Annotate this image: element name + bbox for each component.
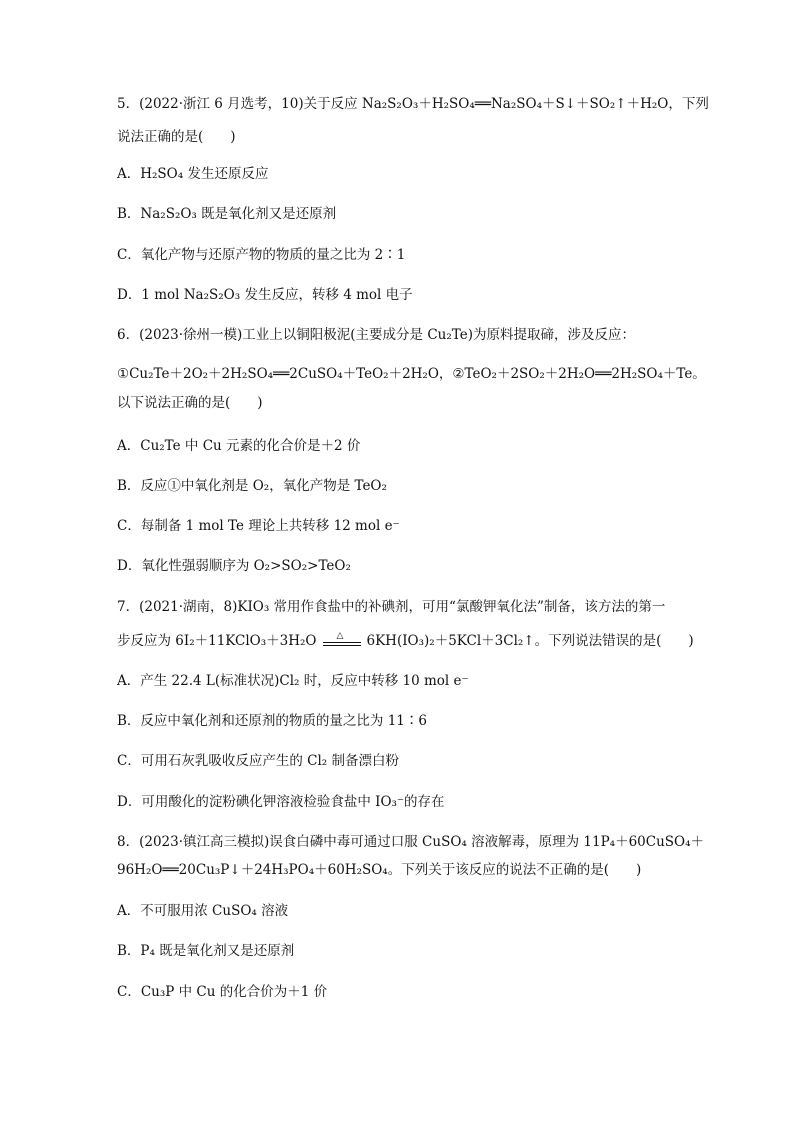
q6-stem-line1: 6．(2023·徐州一模)工业上以铜阳极泥(主要成分是 Cu₂Te)为原料提取碲，涉及反应： [117, 327, 635, 343]
q5-option-c: C．氧化产物与还原产物的物质的量之比为 2∶1 [117, 247, 406, 263]
q6-stem-line2: ①Cu₂Te＋2O₂＋2H₂SO₄══2CuSO₄＋TeO₂＋2H₂O，②TeO₂＋2SO₂＋2H₂O══2H₂SO₄＋Te。 [117, 366, 706, 382]
q7-equation-left: 步反应为 6I₂＋11KClO₃＋3H₂O [117, 633, 317, 649]
heating-condition-sign [323, 630, 361, 649]
q8-stem-line2: 96H₂O══20Cu₃P↓＋24H₃PO₄＋60H₂SO₄。下列关于该反应的说法不正确的是( ) [117, 862, 642, 878]
q7-stem-line1: 7．(2021·湖南，8)KIO₃ 常用作食盐中的补碘剂，可用“氯酸钾氧化法”制备，该方法的第一 [117, 599, 666, 615]
q6-option-a: A．Cu₂Te 中 Cu 元素的化合价是＋2 价 [117, 438, 361, 454]
q8-option-a: A．不可服用浓 CuSO₄ 溶液 [117, 903, 289, 919]
delta-icon: △ [336, 630, 344, 641]
q5-option-d: D．1 mol Na₂S₂O₃ 发生反应，转移 4 mol 电子 [117, 287, 413, 303]
q6-stem-line3: 以下说法正确的是( ) [117, 395, 263, 411]
q5-option-a: A．H₂SO₄ 发生还原反应 [117, 166, 269, 182]
q8-option-c: C．Cu₃P 中 Cu 的化合价为＋1 价 [117, 984, 328, 1000]
q7-equation-right: 6KH(IO₃)₂＋5KCl＋3Cl₂↑。下列说法错误的是( ) [366, 633, 694, 649]
q8-stem-line1: 8．(2023·镇江高三模拟)误食白磷中毒可通过口服 CuSO₄ 溶液解毒，原理为 11P₄＋60CuSO₄＋ [117, 834, 704, 850]
q8-option-b: B．P₄ 既是氧化剂又是还原剂 [117, 943, 295, 959]
q7-option-a: A．产生 22.4 L(标准状况)Cl₂ 时，反应中转移 10 mol e⁻ [117, 673, 469, 689]
q6-option-d: D．氧化性强弱顺序为 O₂>SO₂>TeO₂ [117, 558, 351, 574]
q5-option-b: B．Na₂S₂O₃ 既是氧化剂又是还原剂 [117, 206, 337, 222]
q7-option-d: D．可用酸化的淀粉碘化钾溶液检验食盐中 IO₃⁻的存在 [117, 794, 445, 810]
q7-stem-line2 [117, 631, 694, 651]
q6-option-c: C．每制备 1 mol Te 理论上共转移 12 mol e⁻ [117, 518, 400, 534]
q6-option-b: B．反应①中氧化剂是 O₂，氧化产物是 TeO₂ [117, 478, 387, 494]
q7-option-c: C．可用石灰乳吸收反应产生的 Cl₂ 制备漂白粉 [117, 753, 399, 769]
q5-stem-line2: 说法正确的是( ) [117, 129, 236, 145]
q5-stem-line1: 5．(2022·浙江 6 月选考，10)关于反应 Na₂S₂O₃＋H₂SO₄══Na₂SO₄＋S↓＋SO₂↑＋H₂O，下列 [117, 96, 709, 112]
q7-option-b: B．反应中氧化剂和还原剂的物质的量之比为 11∶6 [117, 713, 427, 729]
